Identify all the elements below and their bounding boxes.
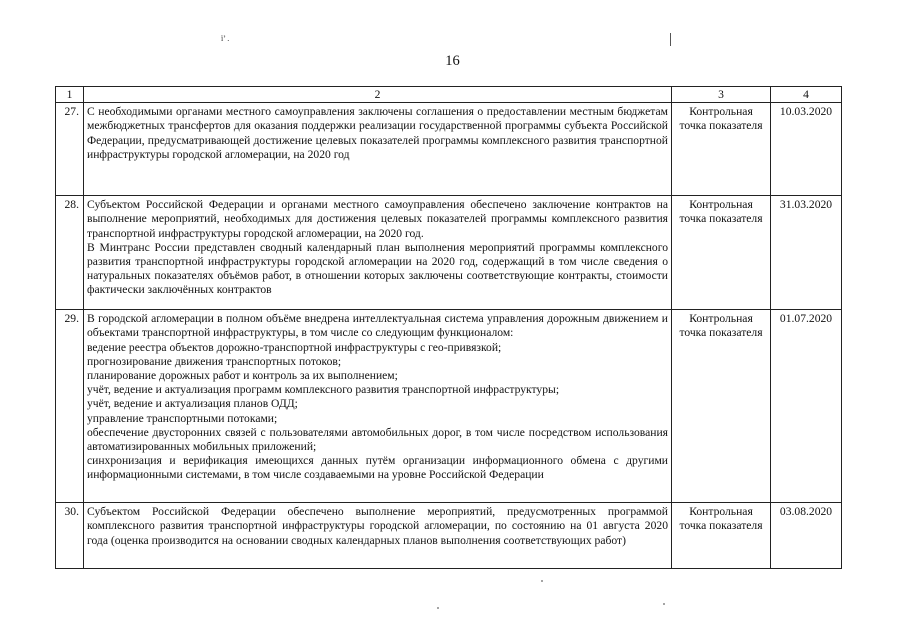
row-description [84,103,672,196]
row-description [84,196,672,310]
control-points-table [55,86,842,569]
description-paragraph: Субъектом Российской Федерации обеспечено выполнение мероприятий, предусмотренных программой комплексного развития транспортной инфраструктуры городской агломерации, по состоянию на 01 августа 2020 года (оценка производится на основании сводных календарных планов выполнения соответствующих работ) [87,505,668,547]
row-number: 30. [56,503,84,569]
table-row [56,310,842,503]
description-paragraph: синхронизация и верификация имеющихся данных путём организации информационного обмена с другими информационными системами, в том числе создаваемыми на уровне Российской Федерации [87,454,668,482]
page-number: 16 [445,53,460,69]
row-date: 31.03.2020 [771,196,842,310]
scan-tick-mark [670,33,671,46]
header-cell-3: 3 [672,87,771,103]
row-description [84,503,672,569]
table-row [56,103,842,196]
description-paragraph: Субъектом Российской Федерации и органами местного самоуправления обеспечено заключение контрактов на выполнение мероприятий, необходимых для достижения целевых показателей программы комплексного развития транспортной инфраструктуры городской агломерации, на 2020 год. [87,198,668,240]
stray-scan-mark: ї’ . [221,34,230,43]
row-number: 28. [56,196,84,310]
row-type: Контрольная точка показателя [672,310,771,503]
row-type: Контрольная точка показателя [672,103,771,196]
row-type: Контрольная точка показателя [672,196,771,310]
header-cell-4: 4 [771,87,842,103]
row-date: 03.08.2020 [771,503,842,569]
description-paragraph: С необходимыми органами местного самоуправления заключены соглашения о предоставлении местным бюджетам межбюджетных трансфертов для оказания поддержки реализации государственной программы субъекта Российской Федерации, предусматривающей достижение целевых показателей программы комплексного развития транспортной инфраструктуры городской агломерации, на 2020 год [87,105,668,161]
row-type: Контрольная точка показателя [672,503,771,569]
scan-speck [541,580,543,582]
table-row [56,196,842,310]
table-header-row [56,87,842,103]
description-paragraph: В городской агломерации в полном объёме внедрена интеллектуальная система управления дорожным движением и объектами транспортной инфраструктуры, в том числе со следующим функционалом: [87,312,668,340]
scan-speck [663,603,665,605]
description-paragraph: учёт, ведение и актуализация программ комплексного развития транспортной инфраструктуры; [87,383,560,397]
scan-speck [437,607,439,609]
row-description [84,310,672,503]
description-paragraph: ведение реестра объектов дорожно-транспортной инфраструктуры с гео-привязкой; [87,340,502,354]
header-cell-2: 2 [84,87,672,103]
row-date: 10.03.2020 [771,103,842,196]
row-date: 01.07.2020 [771,310,842,503]
row-number: 27. [56,103,84,196]
header-cell-1: 1 [56,87,84,103]
description-paragraph: обеспечение двусторонних связей с пользователями автомобильных дорог, в том числе посредством использования автоматизированных мобильных приложений; [87,425,668,454]
row-number: 29. [56,310,84,503]
description-paragraph: планирование дорожных работ и контроль за их выполнением; [87,369,398,383]
description-paragraph: учёт, ведение и актуализация планов ОДД; [87,397,298,411]
description-paragraph: управление транспортными потоками; [87,411,278,425]
description-paragraph: прогнозирование движения транспортных потоков; [87,354,342,368]
description-paragraph: В Минтранс России представлен сводный календарный план выполнения мероприятий программы комплексного развития транспортной инфраструктуры городской агломерации на 2020 год, содержащий в том числе сведения о натуральных показателях объёмов работ, в отношении которых заключены соответствующие контракты, стоимости фактически заключённых контрактов [87,240,668,297]
table-row [56,503,842,569]
